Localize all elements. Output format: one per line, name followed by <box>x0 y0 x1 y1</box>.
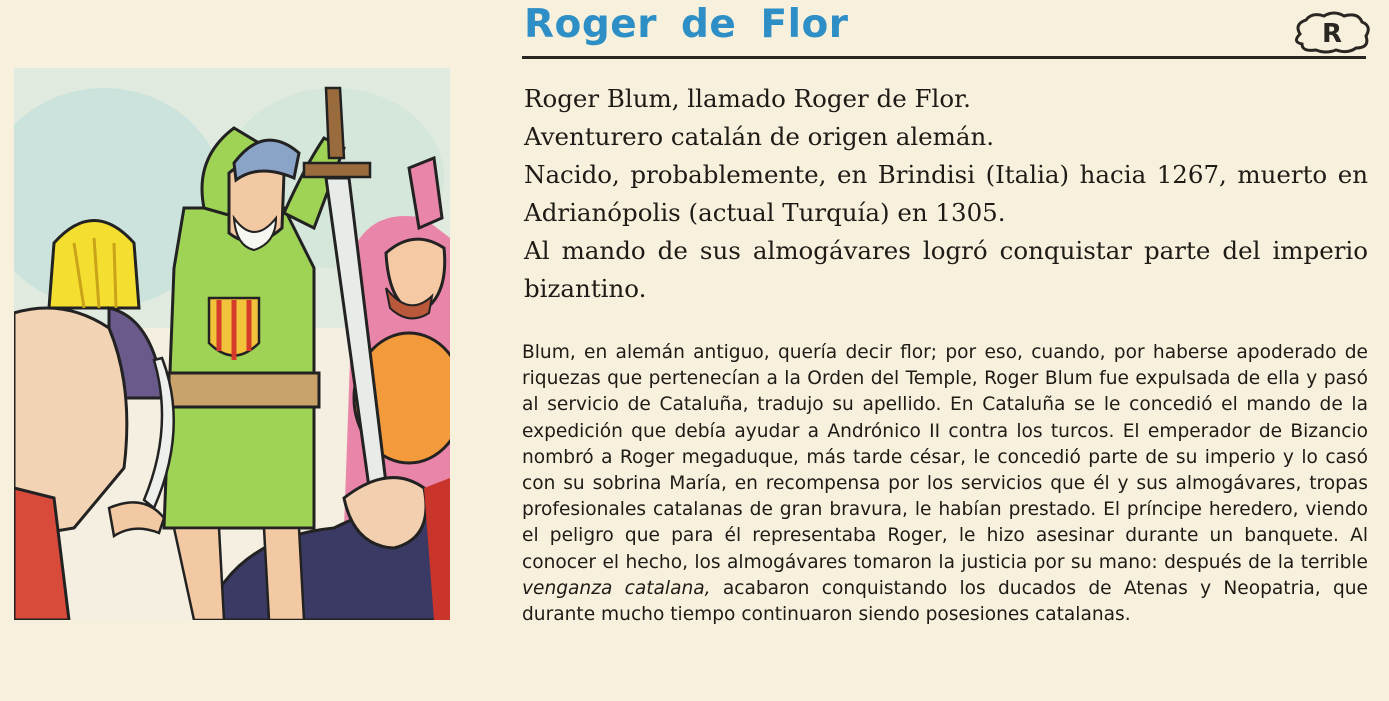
intro-block <box>524 80 1368 308</box>
publisher-logo-icon <box>1290 10 1374 54</box>
page-title: Roger de Flor <box>524 2 849 47</box>
body-paragraph <box>522 340 1368 628</box>
roger-de-flor-illustration <box>14 68 450 620</box>
title-rule <box>522 56 1366 59</box>
intro-line-origin: Aventurero catalán de origen alemán. <box>524 122 995 151</box>
body-text-after: acabaron conquistando los ducados de Atenas y Neopatria, que durante mucho tiempo continuaron siendo posesiones catalanas. <box>522 577 1368 626</box>
body-text-before: Blum, en alemán antiguo, quería decir flor; por eso, cuando, por haberse apoderado de riquezas que pertenecían a la Orden del Temple, Roger Blum fue expulsada de ella y pasó al servicio de Cataluña, tradujo su apellido. En Cataluña se le concedió el mando de la expedición que debía ayudar a Andrónico II contra los turcos. El emperador de Bizancio nombró a Roger megaduque, más tarde césar, le concedió parte de su imperio y lo casó con su sobrina María, en recompensa por los servicios que él y sus almogávares, tropas profesionales catalanas de gran bravura, le habían prestado. El príncipe heredero, viendo el peligro que para él representaba Roger, le hizo asesinar durante un banquete. Al conocer el hecho, los almogávares tomaron la justicia por su mano: después de la terrible <box>522 342 1368 573</box>
body-text-emphasis: venganza catalana, <box>522 577 711 599</box>
intro-line-achievement: Al mando de sus almogávares logró conquistar parte del imperio bizantino. <box>524 236 1368 303</box>
intro-line-name: Roger Blum, llamado Roger de Flor. <box>524 84 971 113</box>
intro-line-birth: Nacido, probablemente, en Brindisi (Italia) hacia 1267, muerto en Adrianópolis (actual Turquía) en 1305. <box>524 160 1368 227</box>
svg-text:R: R <box>1321 19 1343 49</box>
